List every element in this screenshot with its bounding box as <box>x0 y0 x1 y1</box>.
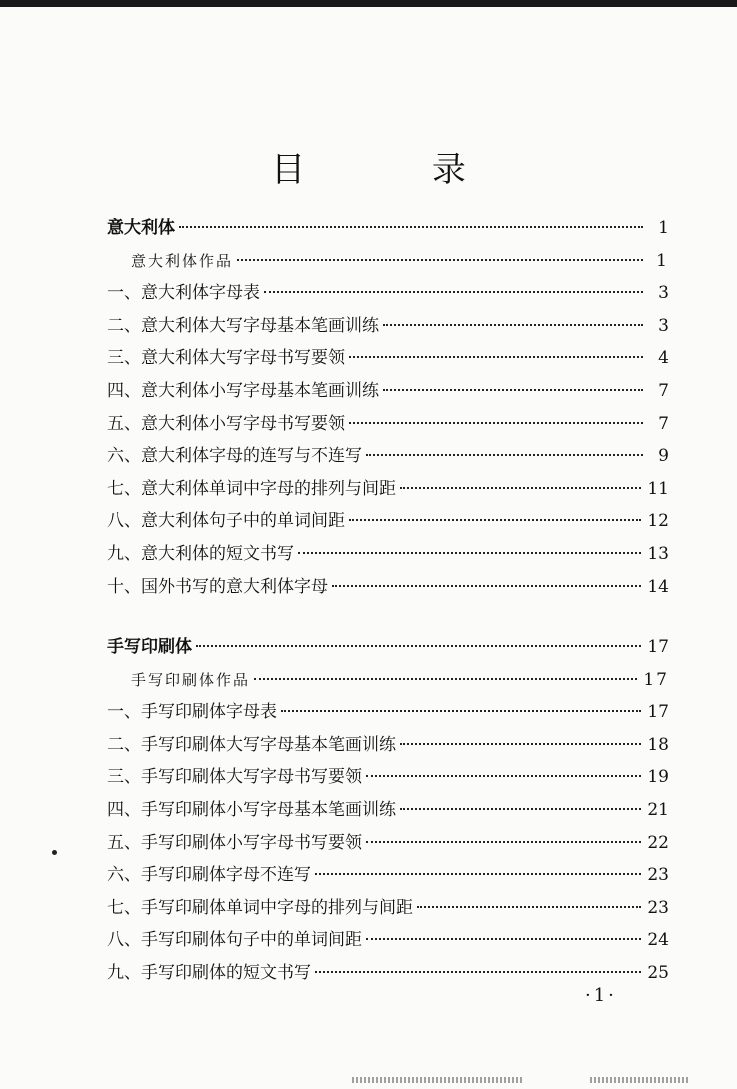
toc-dot-leader <box>237 259 643 261</box>
toc-entry-label: 手写印刷体作品 <box>131 670 251 689</box>
toc-entry-page: 9 <box>658 446 669 467</box>
toc-entry-page: 23 <box>647 897 669 918</box>
toc-dot-leader <box>366 938 641 940</box>
toc-entry-label: 手写印刷体 <box>107 637 192 657</box>
scan-top-border <box>0 0 737 7</box>
toc-dot-leader <box>315 873 641 875</box>
toc-dot-leader <box>366 775 641 777</box>
toc-entry-page: 25 <box>647 963 669 983</box>
toc-entry <box>107 409 669 439</box>
scan-noise-left <box>352 1077 522 1083</box>
toc-entry-label: 九、手写印刷体的短文书写 <box>107 963 311 983</box>
toc-entry <box>107 539 669 569</box>
toc-entry-page: 12 <box>647 511 669 532</box>
toc-entry-page: 17 <box>647 702 669 723</box>
toc-entry-page: 14 <box>647 576 669 597</box>
page-title: 目 录 <box>271 150 524 190</box>
toc-dot-leader <box>281 710 641 712</box>
toc-entry-label: 一、意大利体字母表 <box>107 283 260 304</box>
toc-dot-leader <box>315 971 641 973</box>
scan-noise-right <box>590 1077 690 1083</box>
toc-entry-label: 七、手写印刷体单词中字母的排列与间距 <box>107 897 413 918</box>
toc-entry-page: 11 <box>647 478 669 499</box>
toc-entry-page: 22 <box>647 832 669 853</box>
page-number: ·1· <box>585 985 617 1006</box>
toc-entry-label: 意大利体作品 <box>131 251 234 270</box>
toc-entry-page: 23 <box>647 865 669 886</box>
toc-dot-leader <box>349 422 643 424</box>
toc-entry-page: 1 <box>656 250 669 271</box>
toc-entry-page: 4 <box>658 348 669 369</box>
toc-dot-leader <box>298 552 641 554</box>
toc-entry-label: 四、手写印刷体小写字母基本笔画训练 <box>107 800 396 820</box>
toc-entry <box>107 893 669 923</box>
toc-dot-leader <box>417 906 641 908</box>
toc-entry-label: 五、意大利体小写字母书写要领 <box>107 413 345 434</box>
toc-entry <box>107 828 669 858</box>
toc-entry <box>107 311 669 341</box>
toc-entry <box>107 474 669 504</box>
toc-entry-label: 八、手写印刷体句子中的单词间距 <box>107 930 362 951</box>
toc-entry <box>107 795 669 825</box>
toc-dot-leader <box>179 226 643 228</box>
toc-dot-leader <box>400 808 641 810</box>
toc-entry-label: 意大利体 <box>107 218 175 238</box>
toc-dot-leader <box>264 291 643 293</box>
toc-entry-label: 九、意大利体的短文书写 <box>107 544 294 564</box>
toc-entry-label: 七、意大利体单词中字母的排列与间距 <box>107 478 396 499</box>
toc-entry-label: 三、意大利体大写字母书写要领 <box>107 348 345 369</box>
scan-speck <box>52 850 57 855</box>
toc-entry-page: 24 <box>647 930 669 951</box>
toc-entry-label: 十、国外书写的意大利体字母 <box>107 576 328 597</box>
toc-entry-page: 17 <box>643 669 669 690</box>
toc-entry-label: 四、意大利体小写字母基本笔画训练 <box>107 381 379 401</box>
toc-dot-leader <box>349 356 643 358</box>
toc-entry <box>107 506 669 536</box>
toc-entry <box>107 278 669 308</box>
toc-entry <box>107 730 669 760</box>
toc-entry-page: 1 <box>658 218 669 238</box>
toc-dot-leader <box>196 645 641 647</box>
toc-entry <box>107 632 669 662</box>
toc-entry-label: 六、手写印刷体字母不连写 <box>107 865 311 886</box>
toc-entry-page: 18 <box>647 734 669 755</box>
toc-entry-label: 六、意大利体字母的连写与不连写 <box>107 446 362 467</box>
toc-entry <box>107 213 669 243</box>
toc-entry-page: 3 <box>658 283 669 304</box>
toc-entry <box>107 958 669 988</box>
toc-entry <box>131 665 669 695</box>
toc-entry-page: 17 <box>647 637 669 657</box>
toc-dot-leader <box>366 841 641 843</box>
toc-entry-page: 21 <box>647 800 669 820</box>
toc-entry <box>107 343 669 373</box>
toc-entry-page: 3 <box>658 315 669 336</box>
toc-entry <box>131 246 669 276</box>
toc-entry <box>107 925 669 955</box>
toc-entry <box>107 860 669 890</box>
toc-entry <box>107 762 669 792</box>
toc-dot-leader <box>332 585 641 587</box>
toc-entry-page: 7 <box>658 381 669 401</box>
toc-entry <box>107 441 669 471</box>
toc-entry-label: 八、意大利体句子中的单词间距 <box>107 511 345 532</box>
toc-entry-label: 二、手写印刷体大写字母基本笔画训练 <box>107 734 396 755</box>
toc-dot-leader <box>254 678 637 680</box>
toc-dot-leader <box>366 454 643 456</box>
toc-entry-page: 19 <box>647 767 669 788</box>
toc-entry <box>107 697 669 727</box>
toc-dot-leader <box>400 743 641 745</box>
toc-dot-leader <box>400 487 641 489</box>
toc-dot-leader <box>383 324 643 326</box>
toc-entry-page: 7 <box>658 413 669 434</box>
toc-dot-leader <box>349 519 641 521</box>
toc-entry-label: 三、手写印刷体大写字母书写要领 <box>107 767 362 788</box>
toc-entry-page: 13 <box>647 544 669 564</box>
toc-dot-leader <box>383 389 643 391</box>
toc-entry-label: 二、意大利体大写字母基本笔画训练 <box>107 315 379 336</box>
toc-entry-label: 五、手写印刷体小写字母书写要领 <box>107 832 362 853</box>
toc-entry <box>107 376 669 406</box>
toc-entry <box>107 572 669 602</box>
toc-entry-label: 一、手写印刷体字母表 <box>107 702 277 723</box>
